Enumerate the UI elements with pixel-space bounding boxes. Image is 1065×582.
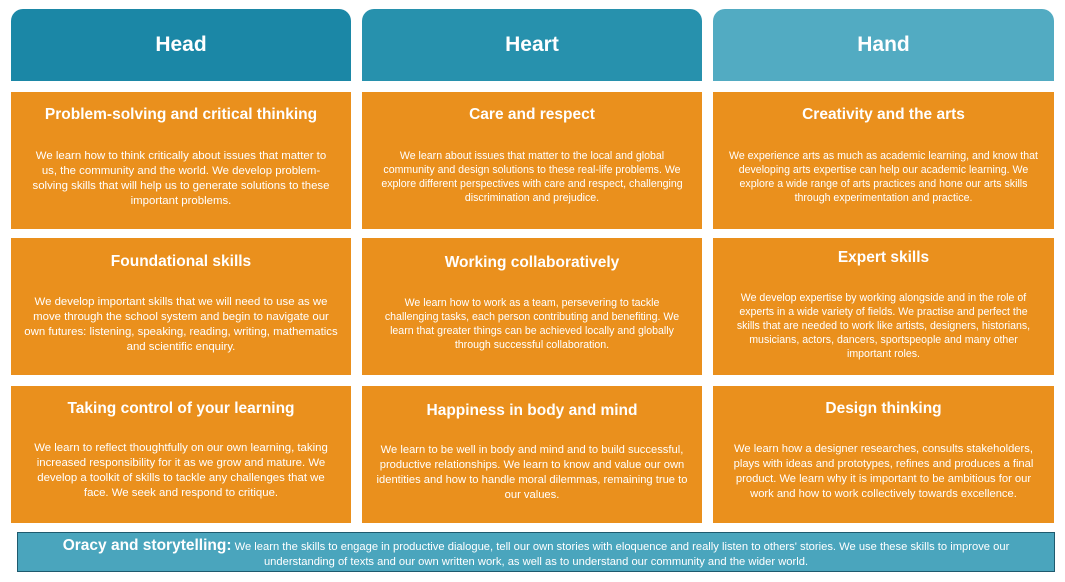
card-body: We learn to be well in body and mind and to build successful, productive relationships. We learn to know and value our own identities and how to handle moral dilemmas, remaining true to our values. [376, 444, 688, 501]
card-body: We develop expertise by working alongside and in the role of experts in a wide variety of fields. We practise and perfect the skills that are needed to work like artists, designers, historians, musicians, actors, dancers, sportspeople and many other important roles. [736, 292, 1031, 360]
card-foundational-skills [11, 238, 351, 375]
card-title: Design thinking [825, 400, 942, 417]
column-header-title: Head [155, 33, 207, 56]
card-title: Taking control of your learning [67, 400, 295, 417]
card-title: Care and respect [469, 106, 595, 123]
card-care-respect [362, 92, 702, 229]
card-title: Creativity and the arts [802, 106, 965, 123]
card-taking-control [11, 386, 351, 523]
card-body: We develop important skills that we will need to use as we move through the school system and begin to navigate our own futures: listening, speaking, reading, writing, mathematics and scientific enquiry. [24, 296, 338, 353]
column-header-heart [362, 9, 702, 81]
oracy-body: We learn the skills to engage in productive dialogue, tell our own stories with eloquence and really listen to others' stories. We use these skills to improve our understanding of texts and our own written work, as well as to understand our community and the wider world. [231, 541, 1010, 568]
column-header-head [11, 9, 351, 81]
card-expert-skills [713, 238, 1054, 375]
card-problem-solving [11, 92, 351, 229]
card-body: We learn about issues that matter to the local and global community and design solutions to these real-life problems. We explore different perspectives with care and respect, challenging discrimination and prejudice. [381, 150, 683, 204]
card-title: Expert skills [837, 249, 930, 266]
card-creativity-arts [713, 92, 1054, 229]
column-header-hand [713, 9, 1054, 81]
card-design-thinking [713, 386, 1054, 523]
oracy-banner [17, 532, 1055, 572]
card-title: Working collaboratively [444, 254, 620, 271]
card-title: Happiness in body and mind [426, 402, 638, 419]
card-happiness [362, 386, 702, 523]
card-body: We experience arts as much as academic learning, and know that developing arts expertise can help our academic learning. We explore a wide range of arts practices and hone our arts skills through experimentation and practice. [729, 150, 1038, 204]
card-title: Problem-solving and critical thinking [44, 106, 318, 123]
card-body: We learn to reflect thoughtfully on our own learning, taking increased responsibility for it as we grow and mature. We develop a toolkit of skills to tackle any challenges that we face. We seek and respond to critique. [34, 442, 328, 499]
column-header-title: Hand [857, 33, 910, 56]
card-body: We learn how to think critically about issues that matter to us, the community and the world. We develop problem-solving skills that will help us to generate solutions to these important problems. [32, 150, 330, 207]
card-body: We learn how to work as a team, persevering to tackle challenging tasks, each person contributing and benefiting. We learn that greater things can be achieved locally and globally through successful collaboration. [384, 297, 680, 351]
card-body: We learn how a designer researches, consults stakeholders, plays with ideas and prototypes, refines and produces a final product. We learn why it is important to be ambitious for our work and how to work collectively towards excellence. [733, 443, 1034, 500]
card-title: Foundational skills [110, 253, 252, 270]
card-working-collaboratively [362, 238, 702, 375]
column-header-title: Heart [505, 33, 559, 56]
oracy-title: Oracy and storytelling: [62, 537, 232, 554]
